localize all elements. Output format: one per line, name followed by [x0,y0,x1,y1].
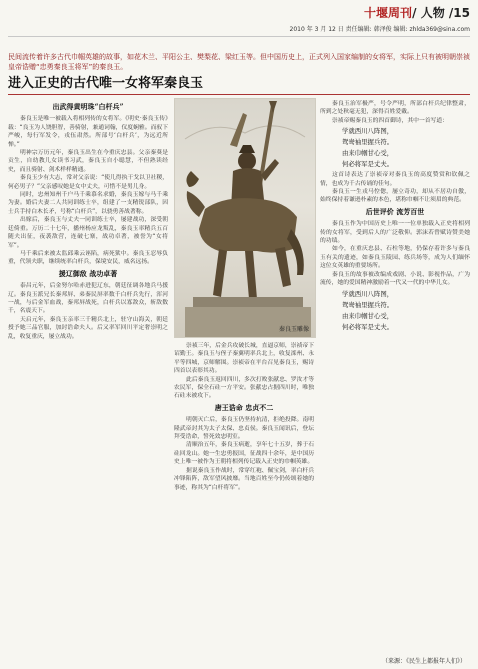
header-rule [8,36,470,37]
subheading: 出武得黄明珠“白杆兵” [52,102,124,111]
statue-photo [174,98,316,338]
poem-line: 何必将军是丈夫。 [342,322,394,331]
paragraph: 清顺治五年，秦良玉病逝，享年七十五岁，葬于石砫回龙山。她一生忠勇报国，征战四十余年，是中国历史上唯一被作为王朝将相列传记载入正史的巾帼英雄。 [174,442,314,466]
section-label: / 人物 /15 [412,6,470,20]
poem-line: 鸳鸯袖里握兵符。 [342,300,394,309]
paragraph: 据说秦良玉作战时，常穿红袍、佩宝剑，率白杆兵冲锋陷阵，敌军望风披靡。当地百姓至今仍传颂着她的事迹，称其为“白杆将军”。 [174,467,314,491]
subheading: 援辽御敌 战功卓著 [58,268,118,278]
paragraph: 泰昌元年，后金努尔哈赤进犯辽东，朝廷征调各地兵马援辽。秦良玉派兄长秦邦屏、弟秦民屏率数千白杆兵先行，浑河一战，与后金军血战，秦邦屏战死，白杆兵以寡敌众，斩敌数千，名震天下。 [8,283,168,315]
issue-meta: 2010 年 3 月 12 日 责任编辑: 韩泽俊 编辑: zhlda369@sina.com [289,26,470,33]
article-column-2 [174,342,314,652]
paragraph: 秦良玉一生戎马倥偬，屡立奇功，却从不居功自傲，始终保持着谦逊朴素的本色，堪称巾帼不让须眉的典范。 [320,189,470,204]
paragraph: 这首诗表达了崇祯帝对秦良玉的高度赞赏和钦佩之情，也成为千古传诵的佳句。 [320,172,470,187]
poem-line: 由来巾帼甘心受， [342,149,394,158]
subheading: 后世评价 流芳百世 [365,206,425,216]
article-column-3 [320,100,470,652]
paragraph: 秦良玉作为中国历史上唯一一位单独载入正史将相列传的女将军，受到后人的广泛敬仰。郭沫若曾赋诗赞美她的功绩。 [320,221,470,245]
paragraph: 崇祯三年，后金兵攻破长城，直逼京师，崇祯帝下诏勤王。秦良玉与侄子秦翼明率兵北上，收复滦州、永平等四城，京师解围。崇祯帝在平台召见秦良玉，赐诗四首以表彰其功。 [174,343,314,375]
poem-line: 由来巾帼甘心受， [342,311,394,320]
paragraph: 秦良玉的故事被改编成戏剧、小说、影视作品，广为流传，她的爱国精神激励着一代又一代的中华儿女。 [320,271,470,287]
paragraph: 天启元年，秦良玉亲率三千精兵北上，驻守山海关，朝廷授予她三品官服，加封诰命夫人。后又率军回川平定奢崇明之乱，收复重庆，屡立战功。 [8,316,168,340]
paragraph: 马千乘后来被太监邱乘云诬陷，病死狱中。秦良玉忍辱负重，代领夫职，继续统率白杆兵，保境安民，威名远扬。 [8,250,168,266]
paragraph: 秦良玉少有大志，常对父亲说：“使儿得执干戈以卫社稷，何必男子？”父亲感叹她是女中丈夫，可惜不是男儿身。 [8,175,168,190]
subheading: 唐王诰命 忠贞不二 [214,402,274,412]
paragraph: 明朝灭亡后，秦良玉仍坚持抗清，拒绝投降。南明隆武帝封其为太子太保、忠贞侯。秦良玉闻讯后，登坛拜受诰命，誓死效忠明室。 [174,417,314,441]
paragraph: 此后秦良玉返回四川，多次打败张献忠、罗汝才等农民军，保全石砫一方平安。张献忠占据四川时，唯独石砫未被攻下。 [174,376,314,400]
paragraph: 崇祯帝赐秦良玉的四首御诗，其中一首写道： [332,117,448,124]
paragraph: 秦良玉是唯一被载入将相列传的女将军。《明史·秦良玉传》载：“良玉为人饶胆智，善骑射，兼通词翰，仪度娴雅。而驭下严峻，每行军发令，戎伍肃然。所部号‘白杆兵’，为远近所惮。” [8,116,168,148]
photo-caption: 秦良玉雕像 [278,326,309,333]
paragraph: 如今，在重庆忠县、石柱等地，仍保存着许多与秦良玉有关的遗迹，如秦良玉陵园、练兵场等，成为人们缅怀这位女英雄的重要场所。 [320,246,470,270]
paragraph: 出嫁后，秦良玉与丈夫一同训练士卒，屡建战功，深受朝廷倚重。万历二十七年，播州杨应龙叛乱，秦良玉率精兵五百随夫出征，夜袭敌营，连破七寨，战功卓著，被誉为“女将军”。 [8,217,168,249]
equestrian-statue-illustration [175,99,315,337]
article-source: （来源：《民生上都报年人们》） [381,658,466,665]
poem-line: 何必将军是丈夫。 [342,160,394,169]
publication-logo: 十堰周刊 [363,6,412,20]
article-headline: 进入正史的古代唯一女将军秦良玉 [8,76,204,91]
poem-line: 学就西川八阵图， [342,289,394,298]
page-header [8,0,470,42]
headline-rule [8,94,470,95]
paragraph: 明神宗万历元年，秦良玉出生在今重庆忠县。父亲秦葵是贡生，自幼教儿女读书习武，秦良玉自小聪慧，不但熟读经史，而且骑射、剑术样样精通。 [8,150,168,173]
paragraph: 同时，忠州知州千户马千乘慕名求婚，秦良玉嫁与马千乘为妻。婚后夫妻二人共同训练士卒，组建了一支精锐部队，因士兵手持白木长矛，号称“白杆兵”，以骁勇善战著称。 [8,192,168,215]
poem-line: 学就西川八阵图， [342,127,394,136]
poem-line: 鸳鸯袖里握兵符。 [342,138,394,147]
paragraph: 秦良玉治军极严，号令严明，所部白杆兵纪律整肃，所到之处秋毫无犯，深得百姓爱戴。 [320,101,470,116]
intro-lead: 民间流传着许多古代巾帼英雄的故事，如花木兰、平阳公主、樊梨花、梁红玉等。但中国历史上，正式列入国家编制的女将军，实际上只有被明朝崇祯皇帝诰赠“忠勇秦良玉将军”的秦良玉。 [8,53,470,71]
article-column-1 [8,100,168,652]
